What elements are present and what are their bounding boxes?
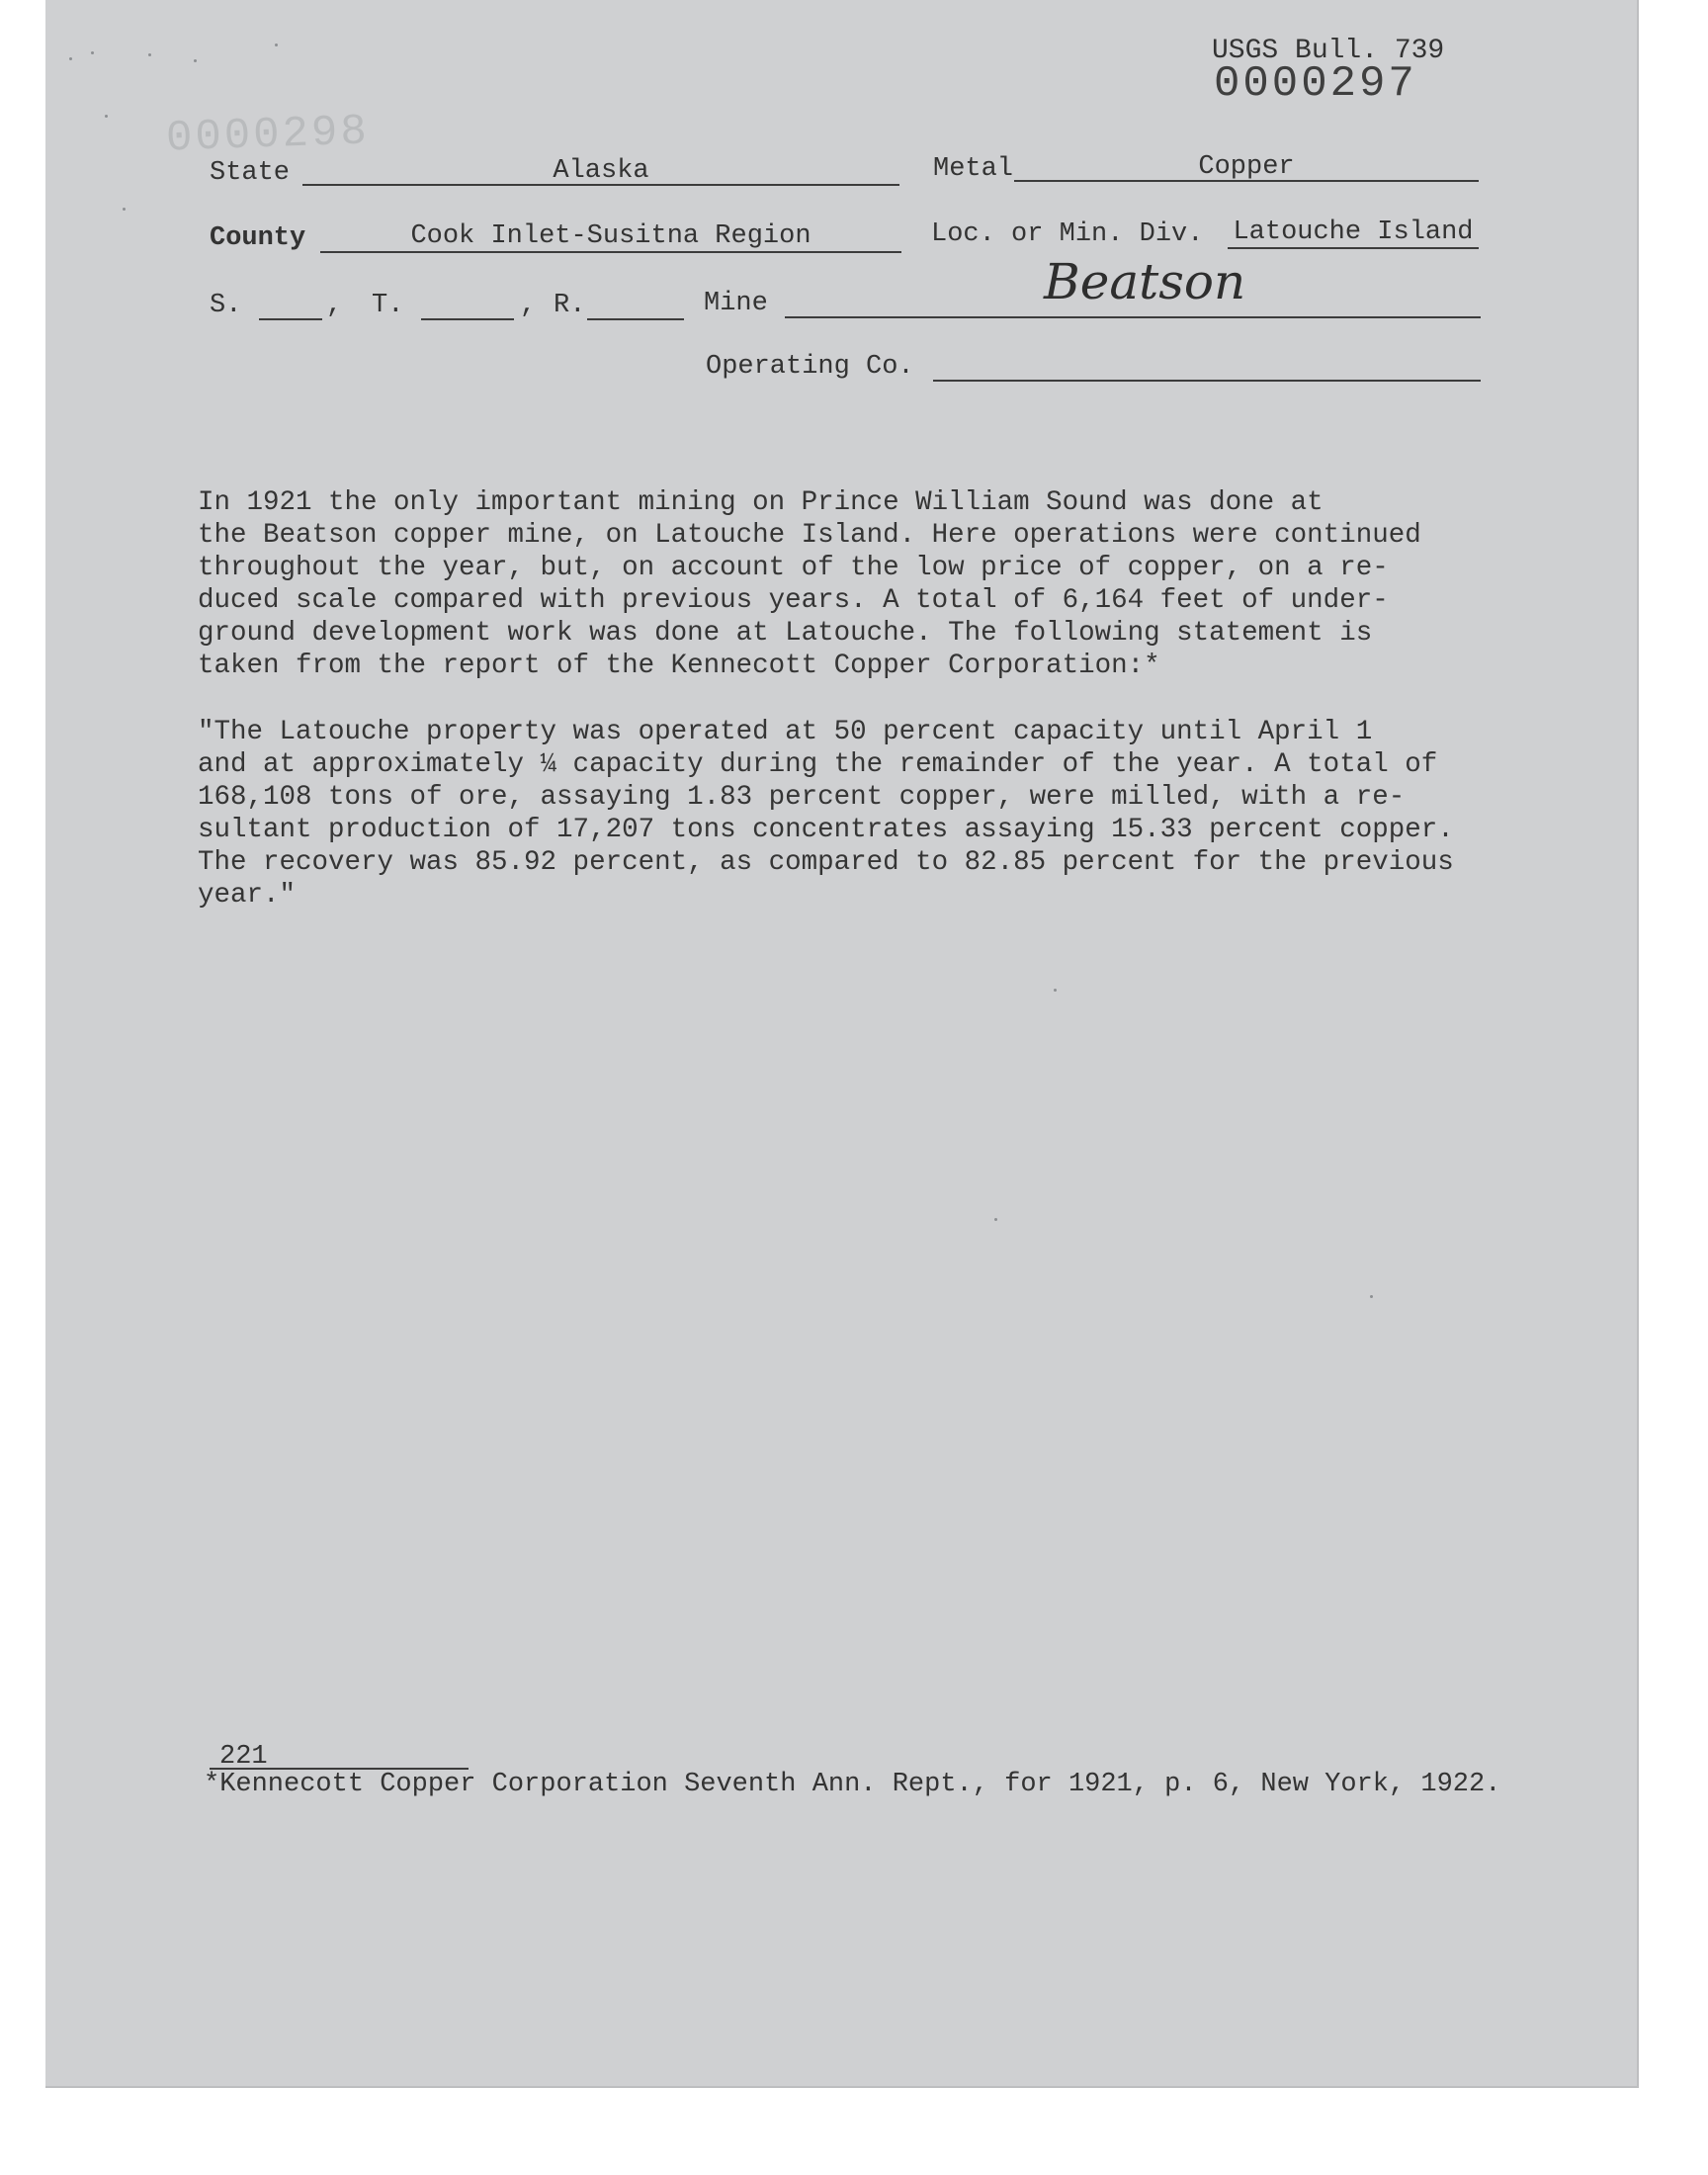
paper-speck — [91, 51, 94, 54]
text-line: 168,108 tons of ore, assaying 1.83 percent copper, were milled, with a re- — [198, 782, 1406, 813]
bulletin-reference: USGS Bull. 739 — [1212, 36, 1445, 66]
comma: , — [326, 291, 343, 320]
text-line: In 1921 the only important mining on Prince William Sound was done at — [198, 487, 1324, 518]
range-line — [587, 318, 684, 320]
faded-stamp-number: 0000298 — [165, 107, 371, 164]
paper-speck — [275, 44, 278, 46]
text-line: duced scale compared with previous years. A total of 6,164 feet of under- — [198, 585, 1389, 616]
loc-label: Loc. or Min. Div. — [931, 219, 1204, 249]
loc-line — [1228, 247, 1479, 249]
text-line: the Beatson copper mine, on Latouche Island. Here operations were continued — [198, 520, 1421, 551]
loc-value: Latouche Island — [1233, 218, 1474, 247]
text-line: taken from the report of the Kennecott Copper Corporation:* — [198, 651, 1160, 681]
text-line: sultant production of 17,207 tons concentrates assaying 15.33 percent copper. — [198, 815, 1454, 845]
section-line — [259, 318, 322, 320]
text-line: "The Latouche property was operated at 50 percent capacity until April 1 — [198, 717, 1373, 747]
page-number: 221 — [219, 1742, 268, 1772]
paper-speck — [194, 59, 197, 62]
paper-speck — [1370, 1295, 1373, 1298]
operating-line — [933, 380, 1481, 382]
township-line — [421, 318, 514, 320]
section-label: S. — [210, 291, 242, 320]
state-value: Alaska — [553, 156, 649, 186]
text-line: year." — [198, 880, 297, 911]
county-label: County — [210, 223, 306, 253]
metal-value: Copper — [1198, 152, 1295, 182]
operating-label: Operating Co. — [706, 352, 914, 382]
comma: , — [520, 291, 537, 320]
paper-speck — [123, 208, 126, 211]
paper-speck — [148, 53, 151, 56]
text-line: and at approximately ¼ capacity during the remainder of the year. A total of — [198, 749, 1438, 780]
county-line — [320, 251, 901, 253]
paper-speck — [994, 1218, 997, 1221]
document-page — [45, 0, 1639, 2088]
mine-line — [785, 316, 1481, 318]
stamp-number: 0000297 — [1214, 59, 1417, 109]
text-line: ground development work was done at Latouche. The following statement is — [198, 618, 1373, 649]
county-value: Cook Inlet-Susitna Region — [410, 221, 811, 251]
paper-speck — [69, 57, 72, 60]
footnote: *Kennecott Copper Corporation Seventh Ann. Rept., for 1921, p. 6, New York, 1922. — [204, 1770, 1501, 1799]
metal-label: Metal — [933, 154, 1014, 184]
text-line: throughout the year, but, on account of the low price of copper, on a re- — [198, 553, 1389, 583]
text-line: The recovery was 85.92 percent, as compared to 82.85 percent for the previous — [198, 847, 1454, 878]
state-label: State — [210, 158, 291, 188]
township-label: T. — [372, 291, 404, 320]
mine-value-handwritten: Beatson — [1044, 253, 1246, 310]
range-label: R. — [554, 291, 586, 320]
paper-speck — [1054, 989, 1057, 992]
mine-label: Mine — [704, 289, 768, 318]
paper-speck — [105, 115, 108, 118]
